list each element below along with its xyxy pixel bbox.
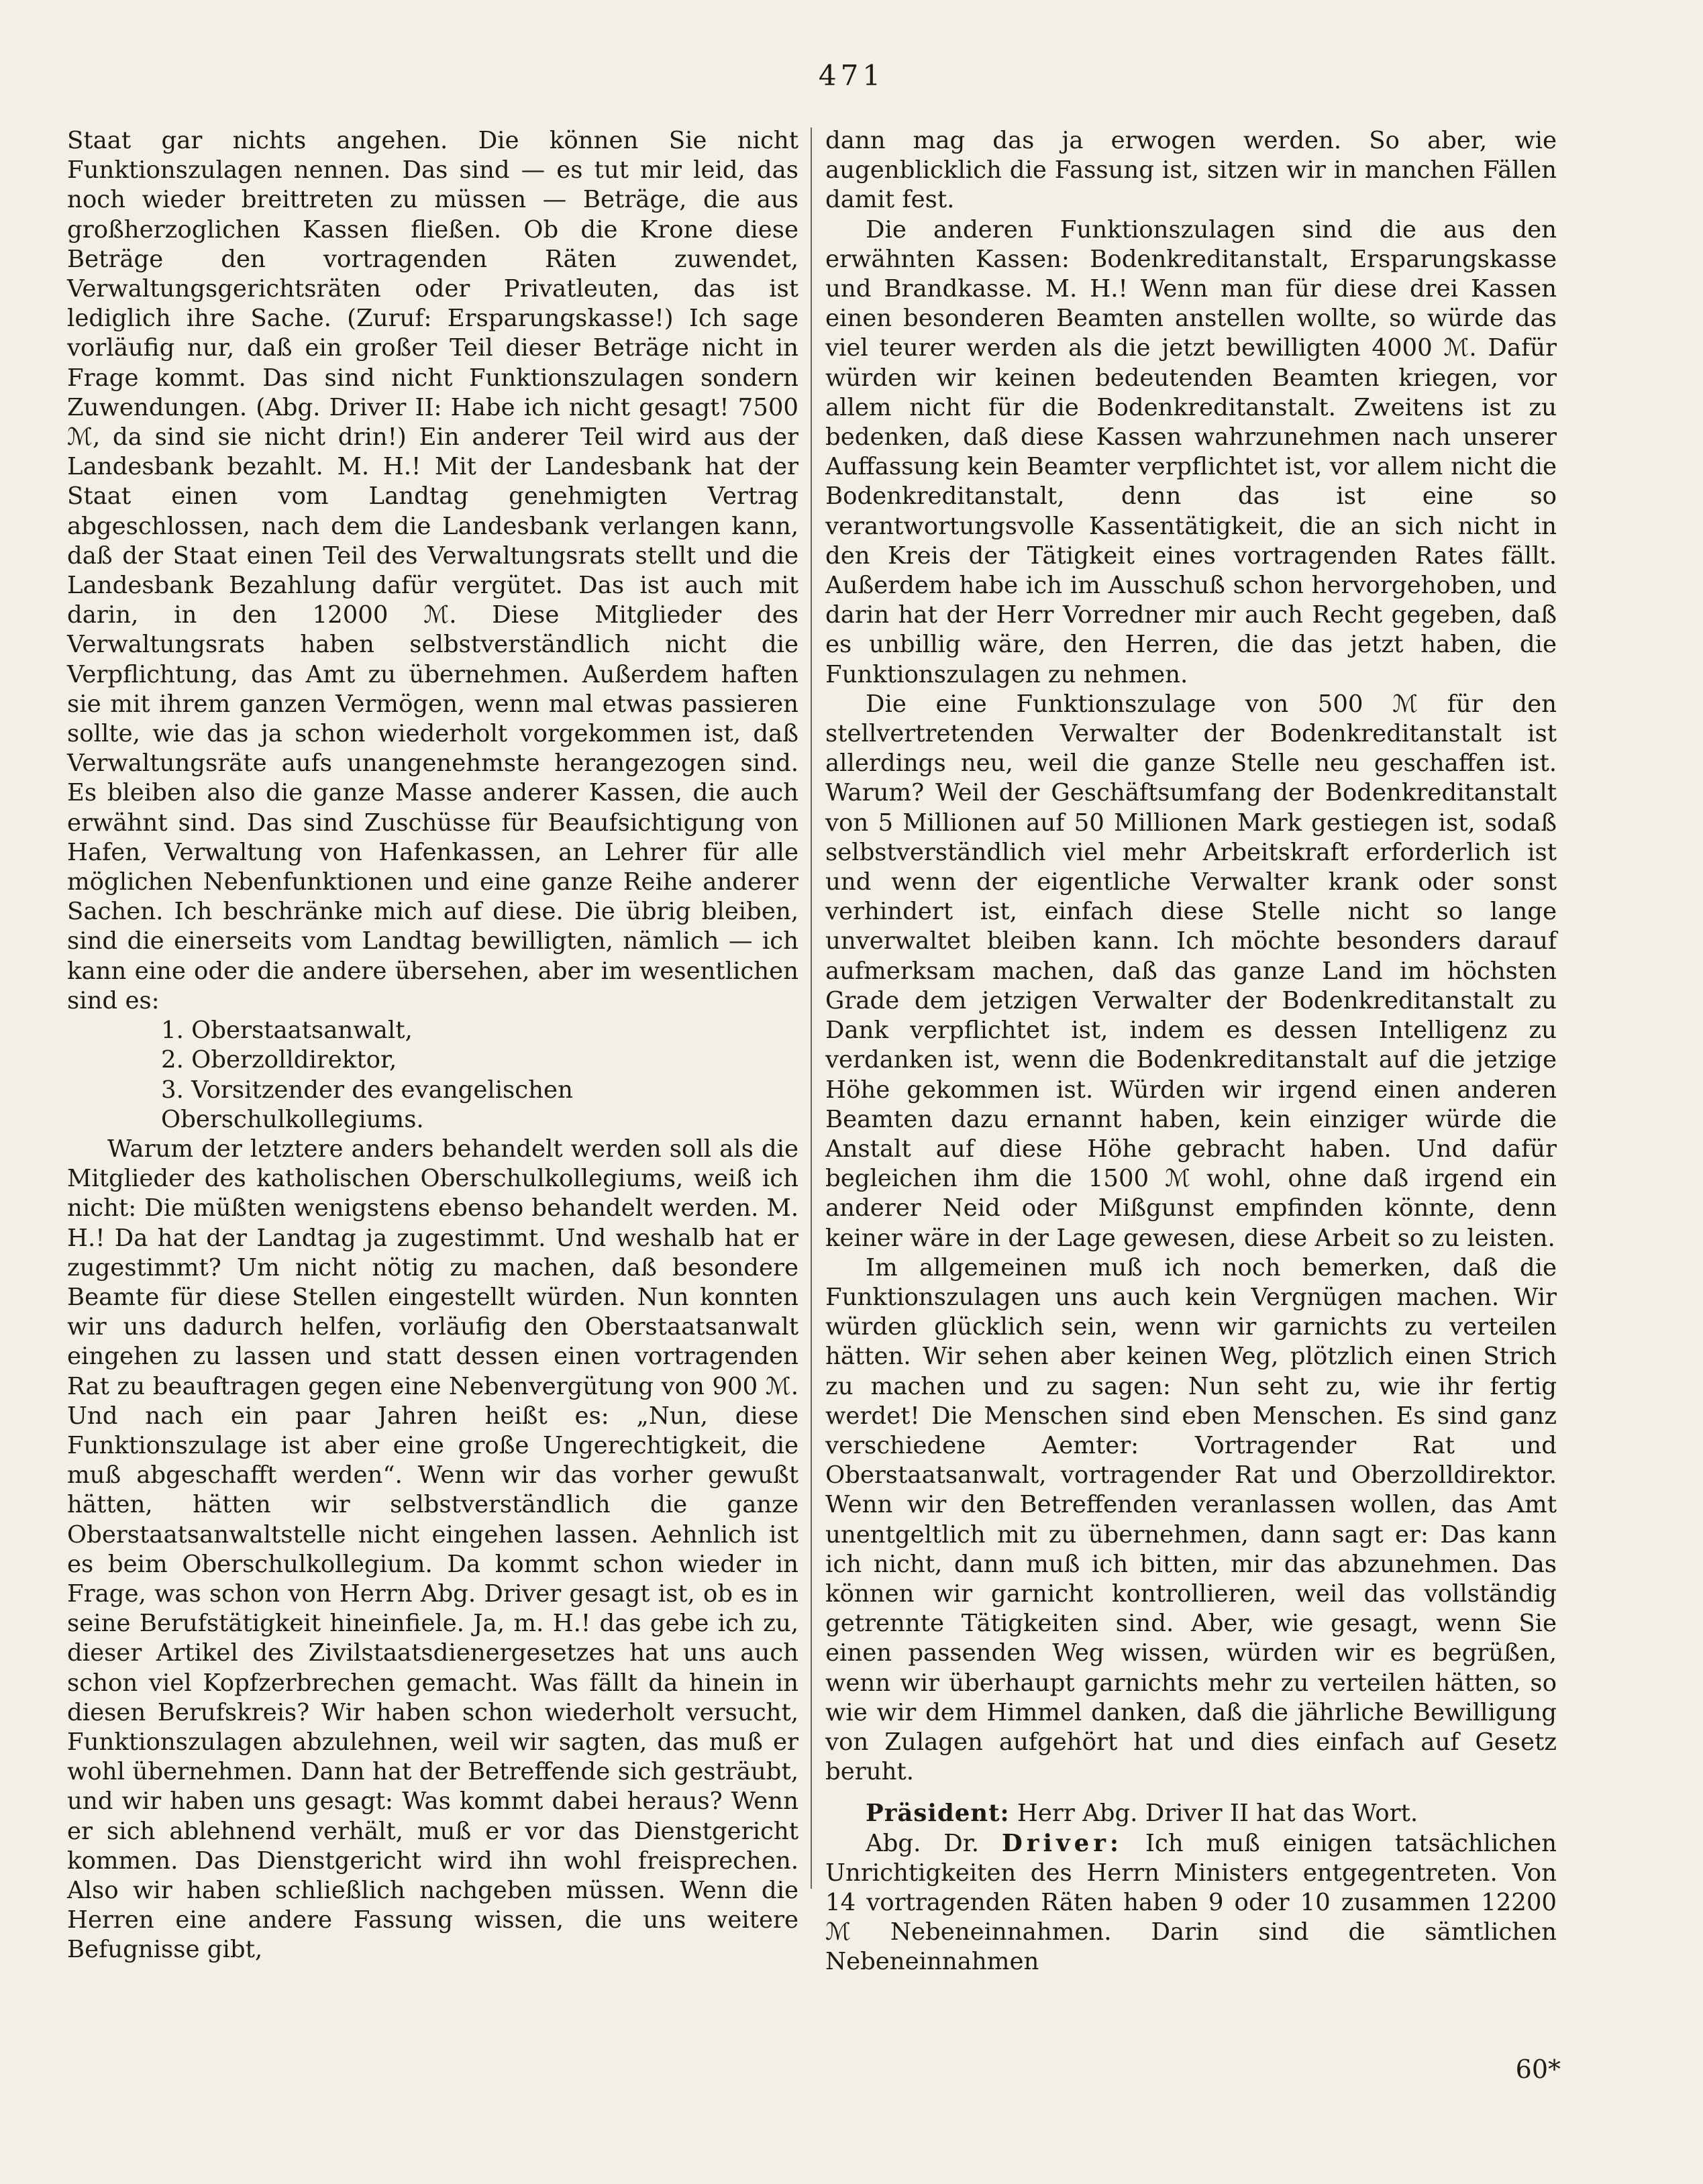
page-number: 471 — [818, 59, 885, 92]
right-paragraph-1: dann mag das ja erwogen werden. So aber, wie augenblicklich die Fassung ist, sitzen wir in manchen Fällen damit fest. — [825, 127, 1557, 214]
reply-text: Ich muß einigen tatsächlichen Unrichtigkeiten des Herrn Ministers entgegentreten. Von 14 vortragenden Räten haben 9 oder 10 zusammen 12200 ℳ Nebeneinnahmen. Darin sind die sämtlichen Nebeneinnahmen — [825, 1829, 1557, 1976]
signature-mark: 60* — [1515, 2055, 1561, 2084]
president-label: Präsident: — [866, 1800, 1010, 1828]
column-divider — [811, 127, 812, 1889]
left-column — [67, 126, 798, 1965]
right-paragraph-4: Im allgemeinen muß ich noch bemerken, daß die Funktionszulagen uns auch kein Vergnügen machen. Wir würden glücklich sein, wenn wir garnichts zu verteilen hätten. Wir sehen aber keinen Weg, plötzlich einen Strich zu machen und zu sagen: Nun seht zu, wie ihr fertig werdet! Die Menschen sind eben Menschen. Es sind ganz verschiedene Aemter: Vortragender Rat und Oberstaatsanwalt, vortragender Rat und Oberzolldirektor. Wenn wir den Betreffenden veranlassen wollen, das Amt unentgeltlich mit zu übernehmen, dann sagt er: Das kann ich nicht, dann muß ich bitten, mir das abzunehmen. Das können wir garnicht kontrollieren, weil das vollständig getrennte Tätigkeiten sind. Aber, wie gesagt, wenn Sie einen passenden Weg wissen, würden wir es begrüßen, wenn wir überhaupt garnichts mehr zu verteilen hätten, so wie wir dem Himmel danken, daß die jährliche Bewilligung von Zulagen aufgehört hat und dies einfach auf Gesetz beruht. — [825, 1253, 1557, 1786]
right-paragraph-3: Die eine Funktionszulage von 500 ℳ für den stellvertretenden Verwalter der Bodenkreditanstalt ist allerdings neu, weil die ganze Stelle neu geschaffen ist. Warum? Weil der Geschäftsumfang der Bodenkreditanstalt von 5 Millionen auf 50 Millionen Mark gestiegen ist, sodaß selbstverständlich viel mehr Arbeitskraft erforderlich ist und wenn der eigentliche Verwalter krank oder sonst verhindert ist, einfach diese Stelle nicht so lange unverwaltet bleiben kann. Ich möchte besonders darauf aufmerksam machen, daß das ganze Land im höchsten Grade dem jetzigen Verwalter der Bodenkreditanstalt zu Dank verpflichtet ist, indem es dessen Intelligenz zu verdanken ist, wenn die Bodenkreditanstalt auf die jetzige Höhe gekommen ist. Würden wir irgend einen anderen Beamten dazu ernannt haben, kein einziger würde die Anstalt auf diese Höhe gebracht haben. Und dafür begleichen ihm die 1500 ℳ wohl, ohne daß irgend ein anderer Neid oder Mißgunst empfinden könnte, denn keiner wäre in der Lage gewesen, diese Arbeit so zu leisten. — [825, 690, 1557, 1252]
reply-prefix: Abg. Dr. — [866, 1829, 980, 1857]
right-paragraph-2: Die anderen Funktionszulagen sind die aus den erwähnten Kassen: Bodenkreditanstalt, Ersparungskasse und Brandkasse. M. H.! Wenn man für diese drei Kassen einen besonderen Beamten anstellen wollte, so würde das viel teurer werden als die jetzt bewilligten 4000 ℳ. Dafür würden wir keinen bedeutenden Beamten kriegen, vor allem nicht für die Bodenkreditanstalt. Zweitens ist zu bedenken, daß diese Kassen wahrzunehmen nach unserer Auffassung kein Beamter verpflichtet ist, vor allem nicht die Bodenkreditanstalt, denn das ist eine so verantwortungsvolle Kassentätigkeit, die an sich nicht in den Kreis der Tätigkeit eines vortragenden Rates fällt. Außerdem habe ich im Ausschuß schon hervorgehoben, und darin hat der Herr Vorredner mir auch Recht gegeben, daß es unbillig wäre, den Herren, die das jetzt haben, die Funktionszulagen zu nehmen. — [825, 215, 1557, 688]
president-text: Herr Abg. Driver II hat das Wort. — [1017, 1800, 1418, 1828]
reply-speaker: Driver: — [1002, 1829, 1123, 1857]
list-item-3: 3. Vorsitzender des evangelischen Oberschulkollegiums. — [161, 1076, 573, 1133]
reply-statement — [825, 1829, 1557, 1977]
left-paragraph-1: Staat gar nichts angehen. Die können Sie nicht Funktionszulagen nennen. Das sind — es tut mir leid, das noch wieder breittreten zu müssen — Beträge, die aus großherzoglichen Kassen fließen. Ob die Krone diese Beträge den vortragenden Räten zuwendet, Verwaltungsgerichtsräten oder Privatleuten, das ist lediglich ihre Sache. (Zuruf: Ersparungskasse!) Ich sage vorläufig nur, daß ein großer Teil dieser Beträge nicht in Frage kommt. Das sind nicht Funktionszulagen sondern Zuwendungen. (Abg. Driver II: Habe ich nicht gesagt! 7500 ℳ, da sind sie nicht drin!) Ein anderer Teil wird aus der Landesbank bezahlt. M. H.! Mit der Landesbank hat der Staat einen vom Landtag genehmigten Vertrag abgeschlossen, nach dem die Landesbank verlangen kann, daß der Staat einen Teil des Verwaltungsrats stellt und die Landesbank Bezahlung dafür vergütet. Das ist auch mit darin, in den 12000 ℳ. Diese Mitglieder des Verwaltungsrats haben selbstverständlich nicht die Verpflichtung, das Amt zu übernehmen. Außerdem haften sie mit ihrem ganzen Vermögen, wenn mal etwas passieren sollte, wie das ja schon wiederholt vorgekommen ist, daß Verwaltungsräte aufs unangenehmste herangezogen sind. Es bleiben also die ganze Masse anderer Kassen, die auch erwähnt sind. Das sind Zuschüsse für Beaufsichtigung von Hafen, Verwaltung von Hafenkassen, an Lehrer für alle möglichen Nebenfunktionen und eine ganze Reihe anderer Sachen. Ich beschränke mich auf diese. Die übrig bleiben, sind die einerseits vom Landtag bewilligten, nämlich — ich kann eine oder die andere übersehen, aber im wesentlichen sind es: — [67, 127, 798, 1015]
list-item-1: 1. Oberstaatsanwalt, — [161, 1017, 413, 1045]
president-statement — [825, 1799, 1557, 1828]
right-column — [825, 126, 1557, 1977]
left-paragraph-2: Warum der letztere anders behandelt werden soll als die Mitglieder des katholischen Oberschulkollegiums, weiß ich nicht: Die müßten wenigstens ebenso behandelt werden. M. H.! Da hat der Landtag ja zugestimmt. Und weshalb hat er zugestimmt? Um nicht nötig zu machen, daß besondere Beamte für diese Stellen eingestellt würden. Nun konnten wir uns dadurch helfen, vorläufig den Oberstaatsanwalt eingehen zu lassen und statt dessen einen vortragenden Rat zu beauftragen gegen eine Nebenvergütung von 900 ℳ. Und nach ein paar Jahren heißt es: „Nun, diese Funktionszulage ist aber eine große Ungerechtigkeit, die muß abgeschafft werden“. Wenn wir das vorher gewußt hätten, hätten wir selbstverständlich die ganze Oberstaatsanwaltstelle nicht eingehen lassen. Aehnlich ist es beim Oberschulkollegium. Da kommt schon wieder in Frage, was schon von Herrn Abg. Driver gesagt ist, ob es in seine Berufstätigkeit hineinfiele. Ja, m. H.! das gebe ich zu, dieser Artikel des Zivilstaatsdienergesetzes hat uns auch schon viel Kopfzerbrechen gemacht. Was fällt da hinein in diesen Berufskreis? Wir haben schon wiederholt versucht, Funktionszulagen abzulehnen, weil wir sagten, das muß er wohl übernehmen. Dann hat der Betreffende sich gesträubt, und wir haben uns gesagt: Was kommt dabei heraus? Wenn er sich ablehnend verhält, muß er vor das Dienstgericht kommen. Das Dienstgericht wird ihn wohl freisprechen. Also wir haben schließlich nachgeben müssen. Wenn die Herren eine andere Fassung wissen, die uns weitere Befugnisse gibt, — [67, 1135, 798, 1964]
list-item-2: 2. Oberzolldirektor, — [161, 1046, 397, 1074]
